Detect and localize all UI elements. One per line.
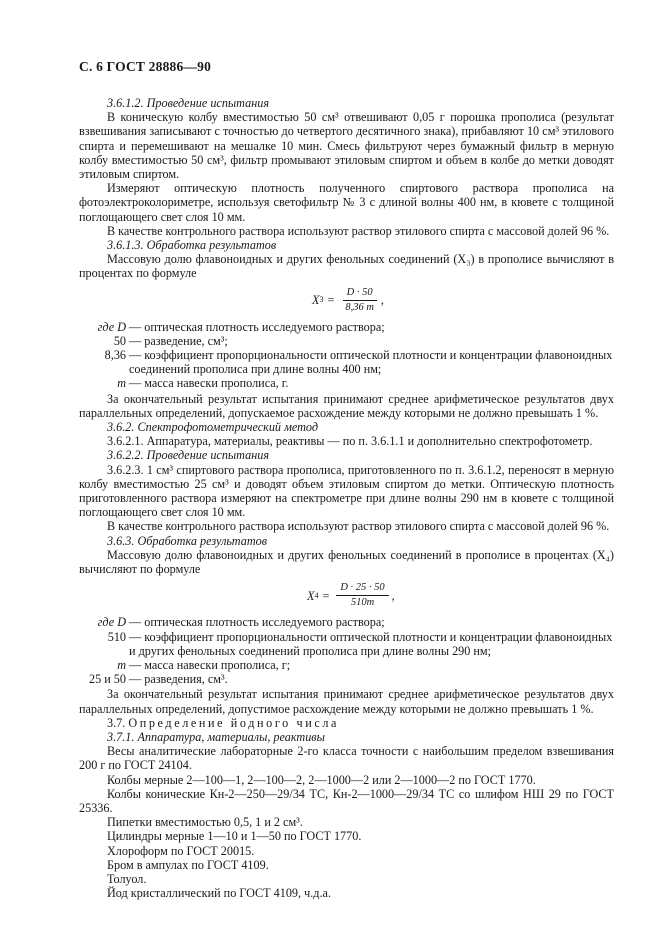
definition-text: — оптическая плотность исследуемого раствора; bbox=[129, 615, 385, 630]
formula-subscript: 3 bbox=[319, 295, 324, 305]
paragraph: В качестве контрольного раствора используют раствор этилового спирта с массовой долей 96 %. bbox=[107, 223, 610, 238]
definition-label: где D bbox=[97, 319, 126, 334]
formula-tail: , bbox=[380, 293, 384, 308]
definition-item bbox=[79, 334, 614, 348]
definition-label: m bbox=[117, 657, 126, 672]
paragraph: Массовую долю флавоноидных и других фенольных соединений (X₃) в прополисе вычисляют в процентах по формуле bbox=[79, 252, 614, 281]
section-3-6-3-title: 3.6.3. Обработка результатов bbox=[107, 533, 268, 548]
definition-text: — масса навески прополиса, г. bbox=[129, 376, 289, 391]
list-item: Колбы конические Кн-2—250—29/34 ТС, Кн-2—1000—29/34 ТС со шлифом НШ 29 по ГОСТ 25336. bbox=[79, 786, 614, 815]
definition-label: где D bbox=[97, 615, 126, 630]
definition-item bbox=[79, 348, 614, 376]
definition-text: — масса навески прополиса, г; bbox=[129, 657, 291, 672]
paragraph: За окончательный результат испытания принимают среднее арифметическое результатов двух параллельных определений, допускаемое расхождение между которыми не должно превышать 1 %. bbox=[79, 391, 614, 420]
definition-text: — коэффициент пропорциональности оптической плотности и концентрации флавоноидных соединений прополиса при длине волны 400 нм; bbox=[129, 348, 613, 377]
formula-tail: , bbox=[391, 588, 395, 603]
list-item: Хлороформ по ГОСТ 20015. bbox=[107, 843, 255, 858]
formula-fraction bbox=[341, 287, 378, 314]
definition-label: 25 и 50 bbox=[89, 672, 126, 687]
definition-item bbox=[79, 615, 614, 629]
section-3-6-2-2-title: 3.6.2.2. Проведение испытания bbox=[107, 448, 270, 463]
list-item: Весы аналитические лабораторные 2-го класса точности с наибольшим пределом взвешивания 200 г по ГОСТ 24104. bbox=[79, 744, 614, 773]
definition-item bbox=[79, 320, 614, 334]
section-3-7-title bbox=[79, 716, 614, 730]
formula-denominator: 510m bbox=[350, 597, 375, 609]
list-item: Пипетки вместимостью 0,5, 1 и 2 см³. bbox=[107, 815, 303, 830]
formula-lhs: X bbox=[312, 293, 320, 308]
definition-text: — оптическая плотность исследуемого раствора; bbox=[129, 319, 385, 334]
formula-subscript: 4 bbox=[314, 590, 319, 600]
definitions-2 bbox=[79, 615, 614, 686]
page-header: С. 6 ГОСТ 28886—90 bbox=[79, 59, 212, 74]
definition-item bbox=[79, 630, 614, 658]
definition-text: — разведение, см³; bbox=[129, 333, 228, 348]
list-item: Йод кристаллический по ГОСТ 4109, ч.д.а. bbox=[107, 886, 332, 901]
section-3-6-2-title: 3.6.2. Спектрофотометрический метод bbox=[107, 420, 318, 435]
formula-fraction bbox=[336, 582, 388, 609]
definition-item bbox=[79, 376, 614, 390]
formula-x3: X 3 = $\frac{D \cdot 50}{8,36 m}$ , bbox=[312, 286, 384, 313]
definition-label: 50 bbox=[113, 333, 126, 348]
section-3-7-1-title: 3.7.1. Аппаратура, материалы, реактивы bbox=[107, 729, 325, 744]
paragraph: 3.6.2.3. 1 см³ спиртового раствора прополиса, приготовленного по п. 3.6.1.2, переносят в мерную колбу вместимостью 25 см³ и доводят объем этиловым спиртом до метки. Оптическую плотность приготовленного раствора измеряют на спектрометре при длине волны 290 нм в кювете с толщиной поглощающего свет слоя 10 мм. bbox=[79, 462, 614, 520]
list-item: Бром в ампулах по ГОСТ 4109. bbox=[107, 857, 269, 872]
definition-text: — разведения, см³. bbox=[129, 672, 228, 687]
definition-label: 510 bbox=[107, 629, 126, 644]
section-3-6-1-2-title: 3.6.1.2. Проведение испытания bbox=[107, 96, 270, 110]
list-item: Толуол. bbox=[107, 871, 147, 886]
formula-lhs: X bbox=[307, 588, 315, 603]
paragraph: 3.6.2.1. Аппаратура, материалы, реактивы — по п. 3.6.1.1 и дополнительно спектрофотометр. bbox=[107, 434, 593, 449]
list-item: Колбы мерные 2—100—1, 2—100—2, 2—1000—2 или 2—1000—2 по ГОСТ 1770. bbox=[107, 772, 536, 787]
section-heading: Определение йодного числа bbox=[128, 715, 340, 730]
formula-numerator: D · 25 · 50 bbox=[336, 582, 388, 596]
definition-item bbox=[79, 672, 614, 686]
paragraph: В качестве контрольного раствора используют раствор этилового спирта с массовой долей 96 %. bbox=[107, 519, 610, 534]
definition-label: m bbox=[117, 376, 126, 391]
formula-denominator: 8,36 m bbox=[345, 301, 374, 313]
definitions-1 bbox=[79, 320, 614, 391]
definition-label: 8,36 bbox=[104, 348, 126, 363]
paragraph: Массовую долю флавоноидных и других фенольных соединений в прополисе в процентах (X₄) вычисляют по формуле bbox=[79, 547, 614, 577]
section-3-6-1-3-title: 3.6.1.3. Обработка результатов bbox=[107, 238, 277, 253]
page-body bbox=[79, 96, 614, 900]
list-item: Цилиндры мерные 1—10 и 1—50 по ГОСТ 1770. bbox=[107, 829, 362, 844]
paragraph: В коническую колбу вместимостью 50 см³ отвешивают 0,05 г порошка прополиса (результат взвешивания записывают с точностью до четвертого десятичного знака), прибавляют 10 см³ этилового спирта и перемешивают на мешалке 10 мин. Смесь фильтруют через бумажный фильтр в мерную колбу вместимостью 50 см³, фильтр промывают этиловым спиртом и объем в колбе до метки доводят этиловым спиртом. bbox=[79, 110, 614, 182]
paragraph: За окончательный результат испытания принимают среднее арифметическое результатов двух параллельных определений, допустимое расхождение между которыми не должно превышать 1 %. bbox=[79, 687, 614, 716]
section-number: 3.7. bbox=[107, 715, 129, 730]
formula-x4: X 4 = $\frac{D \cdot 25 \cdot 50}{510m}$ , bbox=[307, 582, 395, 609]
definition-item bbox=[79, 658, 614, 672]
formula-numerator: D · 50 bbox=[343, 287, 377, 301]
equipment-list bbox=[79, 744, 614, 900]
definition-text: — коэффициент пропорциональности оптической плотности и концентрации флавоноидных и других фенольных соединений прополиса при длине волны 290 нм; bbox=[129, 629, 613, 658]
paragraph: Измеряют оптическую плотность полученного спиртового раствора прополиса на фотоэлектроколориметре, используя светофильтр № 3 с длиной волны 400 нм, в кювете с толщиной поглощающего свет слоя 10 мм. bbox=[79, 181, 614, 224]
